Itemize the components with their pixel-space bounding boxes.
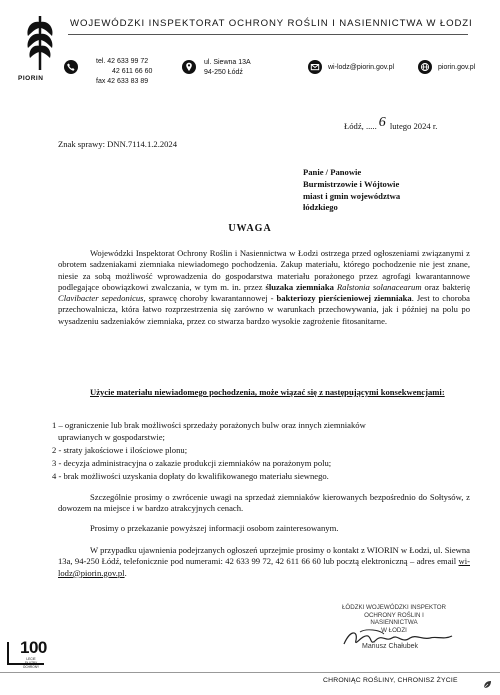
para1-bold-pathogen: śluzaka ziemniaka [265, 281, 334, 292]
date-prefix: Łódź, [344, 121, 366, 131]
contact-text-end: . [124, 567, 127, 578]
fax-line: fax 42 633 83 89 [96, 78, 149, 85]
date-day-dots: ..... [365, 121, 377, 131]
contact-email-link[interactable]: wi-lodz@piorin.gov.pl [58, 556, 470, 578]
para1-latin-name: Clavibacter sepedonicus [58, 293, 144, 304]
institution-name: WOJEWÓDZKI INSPEKTORAT OCHRONY ROŚLIN I NASIENNICTWA W ŁODZI [70, 18, 473, 29]
website-link[interactable]: piorin.gov.pl [438, 64, 476, 71]
phone-numbers [96, 57, 152, 87]
globe-icon [418, 60, 432, 74]
consequences-heading: Użycie materiału niewiadomego pochodzenia, może wiązać się z następującymi konsekwencjami: [90, 387, 445, 397]
footer-slogan: CHRONIĄC ROŚLINY, CHRONISZ ŻYCIE [323, 677, 458, 684]
phone-line: 42 611 66 60 [112, 68, 153, 75]
recipient-line: miast i gmin województwa [303, 190, 401, 201]
leaf-icon [482, 677, 492, 695]
contact-text: W przypadku ujawnienia podejrzanych ogłoszeń uprzejmie prosimy o kontakt z WIORIN w Łodzi, ul. Siewna 13a, 94-250 Łódź, telefonicznie pod numerami: 42 633 99 72, 42 611 66 60 lub pocztą elektroniczną – adres email [58, 545, 470, 567]
address-city: 94-250 Łódź [204, 69, 243, 76]
market-warning-paragraph: Szczególnie prosimy o zwrócenie uwagi na sprzedaż ziemniaków kierowanych bezpośrednio do Sołtysów, z dowozem na miejsce i w bardzo atrakcyjnych cenach. [58, 492, 470, 514]
contact-paragraph [58, 545, 470, 579]
address-street: ul. Siewna 13A [204, 59, 251, 66]
forward-request-paragraph: Prosimy o przekazanie powyższej informacji osobom zainteresowanym. [90, 523, 339, 533]
phone-line: tel. 42 633 99 72 [96, 58, 149, 65]
para1-text: , sprawcę choroby kwarantannowej - [143, 293, 277, 304]
stamp-line: W ŁODZI [381, 626, 407, 634]
date-day-handwritten: 6 [378, 115, 386, 130]
para1-latin-name: Ralstonia solanacearum [333, 281, 422, 292]
case-number: Znak sprawy: DNN.7114.1.2.2024 [58, 139, 178, 149]
piorin-logo [20, 12, 60, 78]
consequence-item: 3 - decyzja administracyjna o zakazie produkcji ziemniaków na porażonym polu; [52, 458, 332, 468]
stamp-line: OCHRONY ROŚLIN I NASIENNICTWA [364, 611, 424, 627]
handwritten-signature [340, 626, 460, 657]
phone-icon [64, 60, 78, 74]
document-heading: UWAGA [228, 223, 272, 234]
header-divider [68, 34, 468, 35]
email-icon [308, 60, 322, 74]
email-link[interactable]: wi-lodz@piorin.gov.pl [328, 64, 395, 71]
document-date [344, 115, 438, 132]
recipient-line: Panie / Panowie [303, 167, 362, 177]
para1-text: Wojewódzki Inspektorat Ochrony Roślin i Nasiennictwa w Łodzi ostrzega przed ogłoszeniami związanymi z obrotem sadzeniakami ziemniaka niewiadomego pochodzenia. Zakup materiału, którego pochodzenie nie jest znane, niesie za sobą możliwość wprowadzenia do gospodarstwa materiału porażonego przez agrofagi kwarantannowe podlegające obowiązkowi zwalczania, w tym m. in. przez [58, 248, 470, 292]
signatory-name: Mariusz Chałubek [362, 643, 419, 650]
para1-text: oraz bakterię [421, 281, 471, 292]
location-pin-icon [182, 60, 196, 74]
recipient-line: Burmistrzowie i Wójtowie [303, 178, 400, 189]
consequence-item: 4 - brak możliwości uzyskania dopłaty do kwalifikowanego materiału siewnego. [52, 471, 329, 481]
para1-text: . Jest to choroba przechowalnicza, która łatwo rozprzestrzenia się zarówno w warunkach przechowywania, jak i później na polu po wysadzeniu sadzeniaków ziemniaka, przez co stwarza bardzo wysokie zagrożenie fitosanitarne. [58, 293, 470, 326]
jubilee-number: 100 [20, 638, 47, 657]
recipient-line: łódzkiego [303, 202, 338, 213]
postal-address [204, 58, 251, 78]
jubilee-subtitle: LECIE SŁUŻBY OCHRONY [22, 657, 40, 669]
stamp-line: ŁÓDZKI WOJEWÓDZKI INSPEKTOR [341, 604, 447, 611]
consequence-item: 1 – ograniczenie lub brak możliwości sprzedaży porażonych bulw oraz innych ziemniaków [52, 420, 366, 430]
warning-paragraph [58, 248, 470, 327]
recipient-block [303, 167, 400, 214]
date-rest: lutego 2024 r. [387, 121, 438, 131]
para1-bold-disease: bakteriozy pierścieniowej ziemniaka [276, 293, 412, 304]
logo-caption: PIORIN [18, 75, 44, 82]
consequence-item: uprawianych w gospodarstwie; [58, 432, 165, 442]
consequence-item: 2 - straty jakościowe i ilościowe plonu; [52, 445, 188, 455]
